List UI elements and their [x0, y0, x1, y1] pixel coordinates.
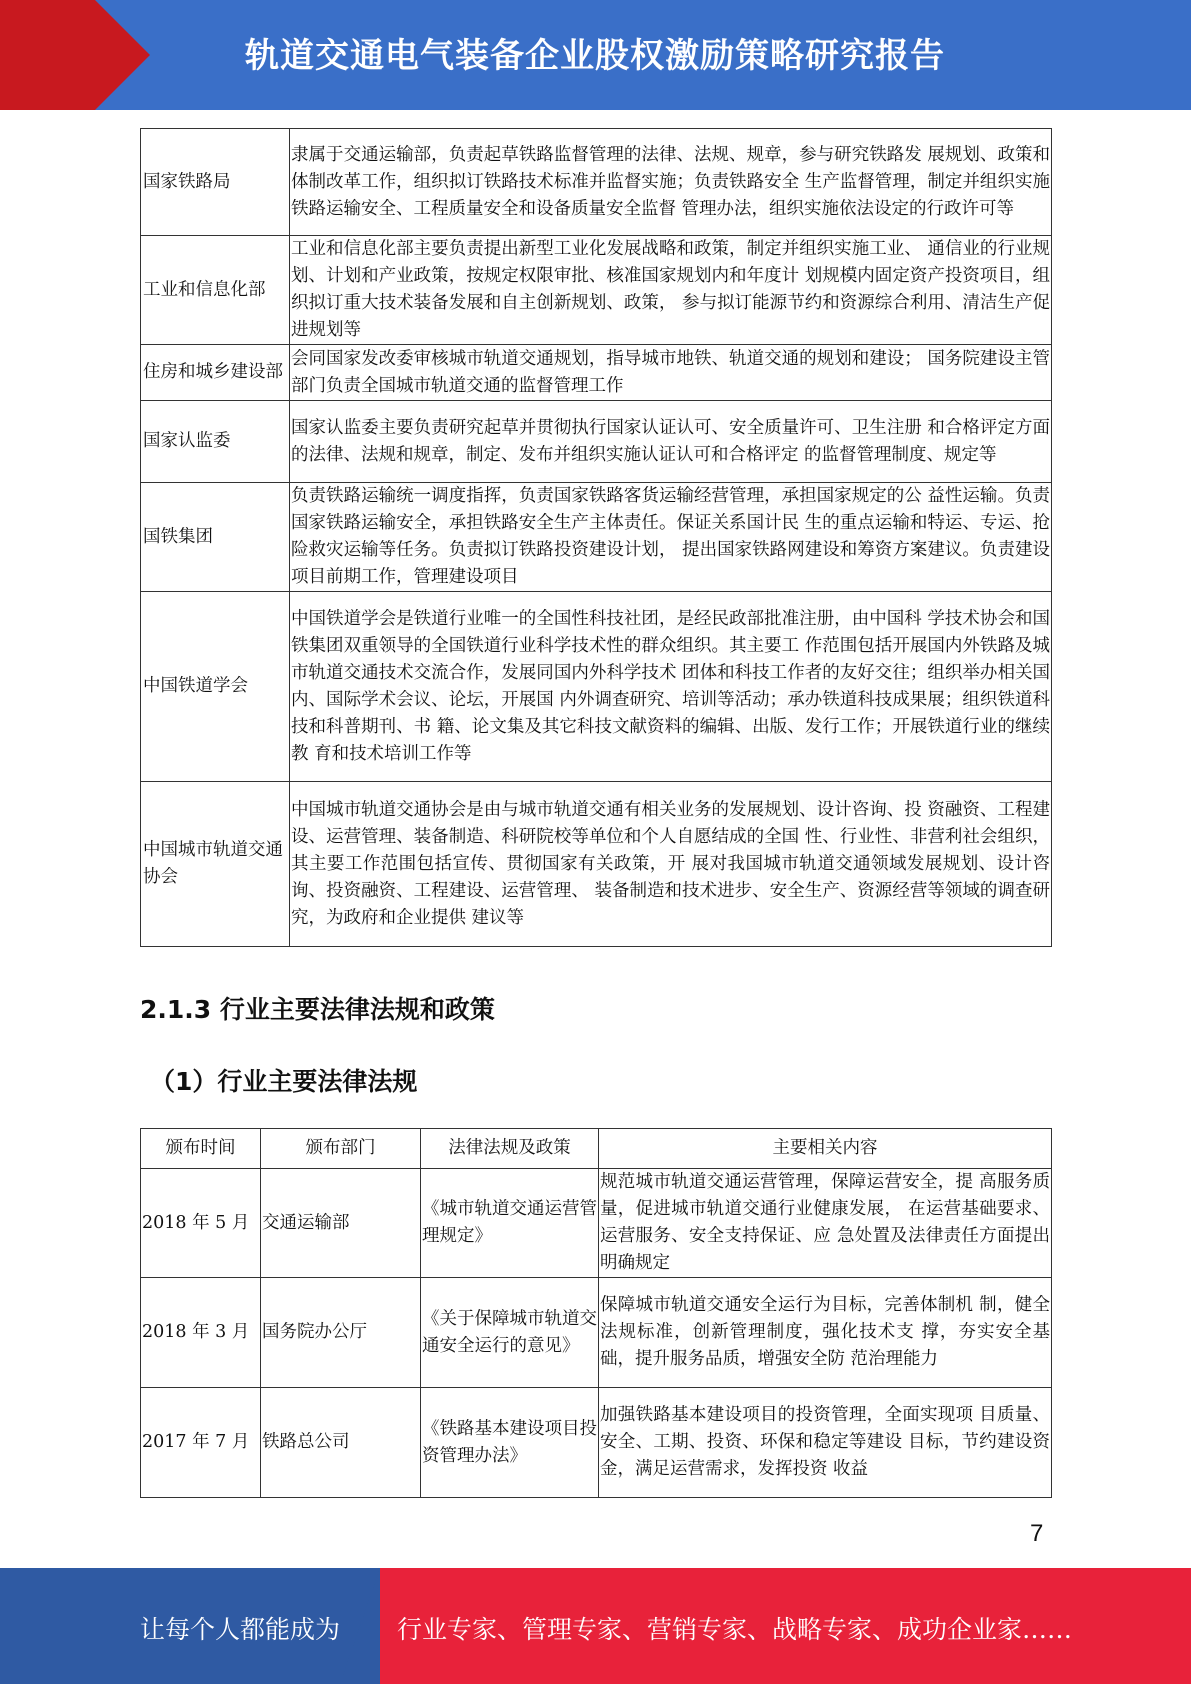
table-header-row [141, 1129, 1052, 1169]
regulator-name: 国家铁路局 [141, 129, 290, 236]
law-date: 2018 年 3 月 [141, 1278, 261, 1388]
regulator-name: 工业和信息化部 [141, 236, 290, 345]
law-title: 《关于保障城市轨道交通安全运行的意见》 [421, 1278, 599, 1388]
section-heading: 2.1.3 行业主要法律法规和政策 [140, 995, 495, 1024]
table-row [141, 236, 1052, 345]
regulator-desc: 隶属于交通运输部，负责起草铁路监督管理的法律、法规、规章，参与研究铁路发 展规划、政策和体制改革工作，组织拟订铁路技术标准并监督实施；负责铁路安全 生产监督管理，制定并组织实施铁路运输安全、工程质量安全和设备质量安全监督 管理办法，组织实施依法设定的行政许可等 [290, 129, 1052, 236]
table-row [141, 592, 1052, 782]
header-arrow-decoration [0, 0, 170, 110]
section-subheading: （1）行业主要法律法规 [150, 1067, 418, 1096]
law-dept: 国务院办公厅 [261, 1278, 421, 1388]
table-row [141, 1388, 1052, 1498]
regulator-desc: 中国城市轨道交通协会是由与城市轨道交通有相关业务的发展规划、设计咨询、投 资融资、工程建设、运营管理、装备制造、科研院校等单位和个人自愿结成的全国 性、行业性、非营利社会组织，其主要工作范围包括宣传、贯彻国家有关政策，开 展对我国城市轨道交通领域发展规划、设计咨询、投资融资、工程建设、运营管理、 装备制造和技术进步、安全生产、资源经营等领域的调查研究，为政府和企业提供 建议等 [290, 782, 1052, 947]
page-number: 7 [1030, 1520, 1044, 1547]
footer-slogan-left: 让每个人都能成为 [140, 1615, 341, 1644]
regulator-name: 住房和城乡建设部 [141, 345, 290, 401]
law-content: 加强铁路基本建设项目的投资管理，全面实现项 目质量、安全、工期、投资、环保和稳定等建设 目标，节约建设资金，满足运营需求，发挥投资 收益 [599, 1388, 1052, 1498]
table-row [141, 1278, 1052, 1388]
footer-slant-decoration [340, 1568, 380, 1684]
regulator-name: 国家认监委 [141, 401, 290, 483]
report-title: 轨道交通电气装备企业股权激励策略研究报告 [245, 36, 945, 76]
regulator-name: 国铁集团 [141, 483, 290, 592]
regulator-desc: 国家认监委主要负责研究起草并贯彻执行国家认证认可、安全质量许可、卫生注册 和合格评定方面的法律、法规和规章，制定、发布并组织实施认证认可和合格评定 的监督管理制度、规定等 [290, 401, 1052, 483]
law-date: 2017 年 7 月 [141, 1388, 261, 1498]
column-header: 法律法规及政策 [421, 1129, 599, 1169]
column-header: 颁布时间 [141, 1129, 261, 1169]
regulator-desc: 会同国家发改委审核城市轨道交通规划，指导城市地铁、轨道交通的规划和建设； 国务院建设主管部门负责全国城市轨道交通的监督管理工作 [290, 345, 1052, 401]
footer-slogan-right: 行业专家、管理专家、营销专家、战略专家、成功企业家…… [397, 1615, 1073, 1644]
table-row [141, 1169, 1052, 1278]
law-title: 《城市轨道交通运营管理规定》 [421, 1169, 599, 1278]
table-row [141, 129, 1052, 236]
page-footer [0, 1568, 1191, 1684]
law-content: 保障城市轨道交通安全运行为目标，完善体制机 制，健全法规标准，创新管理制度，强化技术支 撑，夯实安全基础，提升服务品质，增强安全防 范治理能力 [599, 1278, 1052, 1388]
regulator-desc: 工业和信息化部主要负责提出新型工业化发展战略和政策，制定并组织实施工业、 通信业的行业规划、计划和产业政策，按规定权限审批、核准国家规划内和年度计 划规模内固定资产投资项目，组织拟订重大技术装备发展和自主创新规划、政策， 参与拟订能源节约和资源综合利用、清洁生产促进规划等 [290, 236, 1052, 345]
regulator-desc: 负责铁路运输统一调度指挥，负责国家铁路客货运输经营管理，承担国家规定的公 益性运输。负责国家铁路运输安全，承担铁路安全生产主体责任。保证关系国计民 生的重点运输和特运、专运、抢险救灾运输等任务。负责拟订铁路投资建设计划， 提出国家铁路网建设和筹资方案建议。负责建设项目前期工作，管理建设项目 [290, 483, 1052, 592]
laws-table [140, 1128, 1052, 1498]
law-dept: 交通运输部 [261, 1169, 421, 1278]
table-row [141, 782, 1052, 947]
law-content: 规范城市轨道交通运营管理，保障运营安全，提 高服务质量，促进城市轨道交通行业健康发展， 在运营基础要求、运营服务、安全支持保证、应 急处置及法律责任方面提出明确规定 [599, 1169, 1052, 1278]
table-row [141, 483, 1052, 592]
column-header: 主要相关内容 [599, 1129, 1052, 1169]
regulators-table [140, 128, 1052, 947]
law-date: 2018 年 5 月 [141, 1169, 261, 1278]
column-header: 颁布部门 [261, 1129, 421, 1169]
regulator-desc: 中国铁道学会是铁道行业唯一的全国性科技社团，是经民政部批准注册，由中国科 学技术协会和国铁集团双重领导的全国铁道行业科学技术性的群众组织。其主要工 作范围包括开展国内外铁路及城市轨道交通技术交流合作，发展同国内外科学技术 团体和科技工作者的友好交往；组织举办相关国内、国际学术会议、论坛，开展国 内外调查研究、培训等活动；承办铁道科技成果展；组织铁道科技和科普期刊、书 籍、论文集及其它科技文献资料的编辑、出版、发行工作；开展铁道行业的继续教 育和技术培训工作等 [290, 592, 1052, 782]
table-row [141, 345, 1052, 401]
table-row [141, 401, 1052, 483]
law-dept: 铁路总公司 [261, 1388, 421, 1498]
regulator-name: 中国铁道学会 [141, 592, 290, 782]
page-header [0, 0, 1191, 110]
regulator-name: 中国城市轨道交通协会 [141, 782, 290, 947]
law-title: 《铁路基本建设项目投资管理办法》 [421, 1388, 599, 1498]
